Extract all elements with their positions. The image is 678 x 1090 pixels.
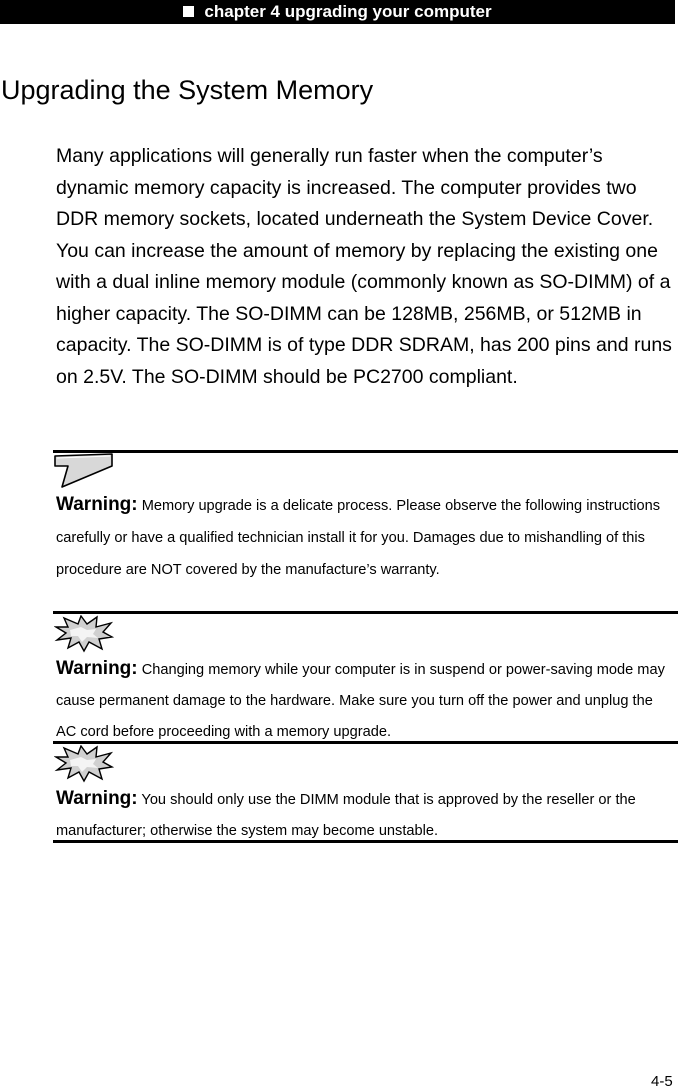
page-title: Upgrading the System Memory — [1, 75, 374, 105]
warning-2-top-rule — [53, 611, 678, 614]
warning-3-text: You should only use the DIMM module that is approved by the reseller or the manufacturer; otherwise the system may become unstable. — [56, 792, 636, 839]
warning-2-text: Changing memory while your computer is in suspend or power-saving mode may cause permanent damage to the hardware. Make sure you turn off the power and unplug the AC cord before proceeding with a memory upgrade. — [56, 662, 665, 740]
warning-1-top-rule — [53, 450, 678, 453]
page-number: 4-5 — [651, 1073, 673, 1090]
warning-1-label: Warning: — [56, 494, 138, 515]
explosion-burst-icon — [54, 745, 114, 783]
intro-paragraph: Many applications will generally run faster when the computer’s dynamic memory capacity is increased. The computer provides two DDR memory sockets, located underneath the System Device Cover. You can increase the amount of memory by replacing the existing one with a dual inline memory module (commonly known as SO-DIMM) of a higher capacity. The SO-DIMM can be 128MB, 256MB, or 512MB in capacity. The SO-DIMM is of type DDR SDRAM, has 200 pins and runs on 2.5V. The SO-DIMM should be PC2700 compliant. — [56, 145, 672, 388]
warning-3-top-rule — [53, 741, 678, 744]
header-square-icon — [183, 6, 194, 17]
warning-3 — [56, 783, 676, 847]
explosion-burst-icon — [54, 615, 114, 653]
chapter-header — [0, 0, 675, 24]
warning-3-bottom-rule — [53, 840, 678, 843]
warning-1 — [56, 489, 676, 586]
warning-2 — [56, 653, 676, 748]
chapter-title: chapter 4 upgrading your computer — [204, 2, 492, 21]
warning-2-label: Warning: — [56, 658, 138, 679]
speech-bubble-icon — [54, 453, 114, 493]
warning-1-text: Memory upgrade is a delicate process. Please observe the following instructions carefully or have a qualified technician install it for you. Damages due to mishandling of this procedure are NOT covered by the manufacture’s warranty. — [56, 498, 661, 578]
warning-3-label: Warning: — [56, 788, 138, 809]
